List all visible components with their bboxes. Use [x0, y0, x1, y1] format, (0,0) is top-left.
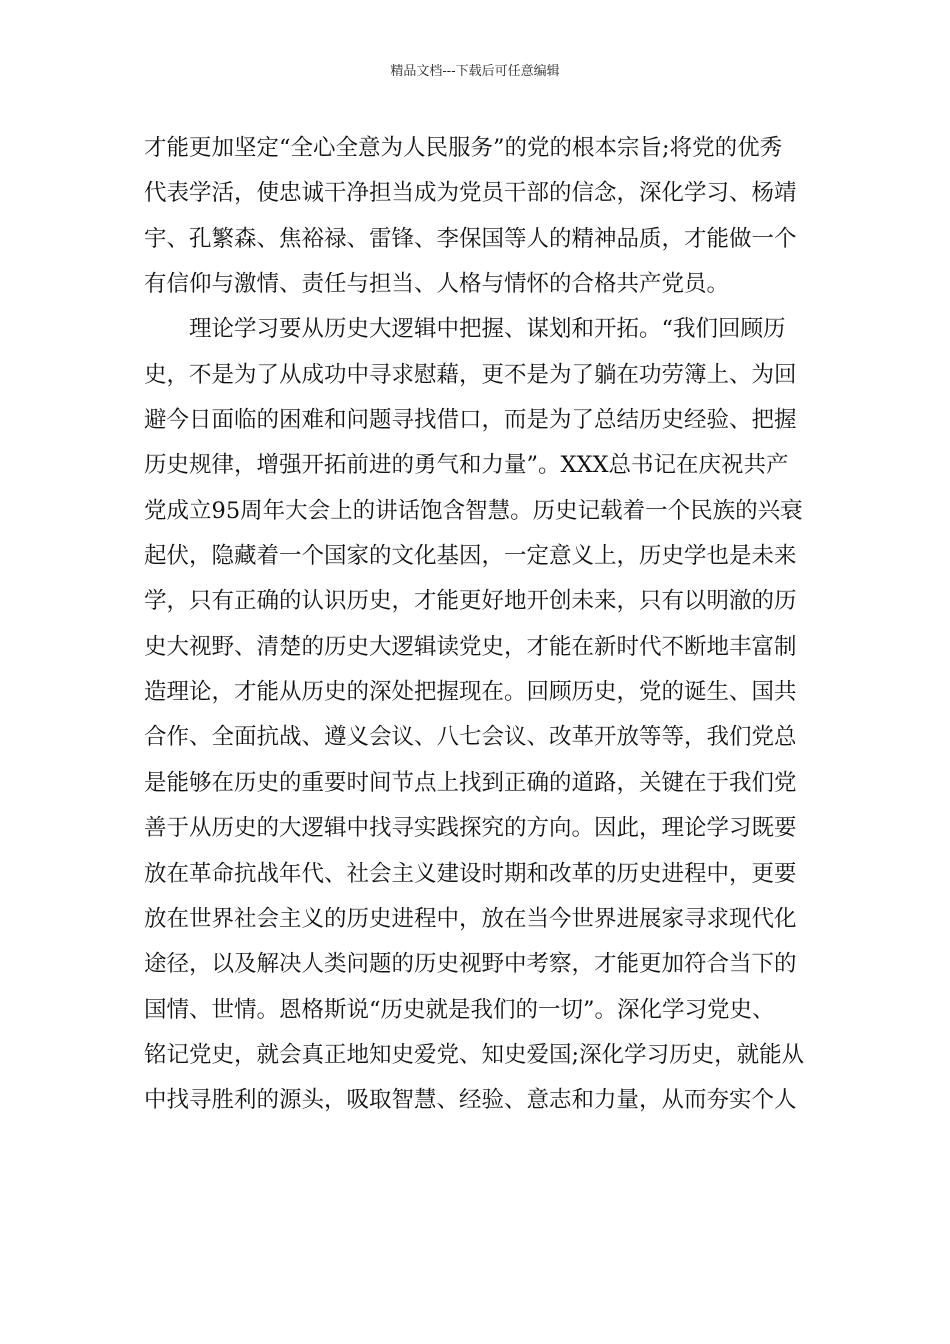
text-line: 中找寻胜利的源头，吸取智慧、经验、意志和力量，从而夯实个人: [144, 1087, 797, 1114]
text-line: 造理论，才能从历史的深处把握现在。回顾历史，党的诞生、国共: [144, 679, 797, 706]
text-line: 史大视野、清楚的历史大逻辑读党史，才能在新时代不断地丰富制: [144, 633, 797, 660]
text-line: 史，不是为了从成功中寻求慰藉，更不是为了躺在功劳簿上、为回: [144, 361, 797, 388]
document-body: [144, 126, 810, 1124]
text-line: 代表学活，使忠诚干净担当成为党员干部的信念，深化学习、杨靖: [144, 180, 797, 207]
paragraph-first-line: 理论学习要从历史大逻辑中把握、谋划和开拓。“我们回顾历: [189, 316, 786, 343]
text-line: 才能更加坚定“全心全意为人民服务”的党的根本宗旨;将党的优秀: [144, 135, 783, 161]
text-line: 途径，以及解决人类问题的历史视野中考察，才能更加符合当下的: [144, 951, 797, 978]
page-header: 精品文档---下载后可任意编辑: [390, 64, 560, 79]
text-line: 善于从历史的大逻辑中找寻实践探究的方向。因此，理论学习既要: [144, 815, 797, 842]
text-line: 国情、世情。恩格斯说“历史就是我们的一切”。深化学习党史、: [144, 996, 775, 1023]
text-line: 是能够在历史的重要时间节点上找到正确的道路，关键在于我们党: [144, 769, 797, 796]
text-line: 避今日面临的困难和问题寻找借口，而是为了总结历史经验、把握: [144, 407, 797, 434]
text-line: 学，只有正确的认识历史，才能更好地开创未来，只有以明澈的历: [144, 588, 797, 615]
text-line: 宇、孔繁森、焦裕禄、雷锋、李保国等人的精神品质，才能做一个: [144, 225, 797, 252]
text-line: 放在革命抗战年代、社会主义建设时期和改革的历史进程中，更要: [144, 860, 797, 887]
text-line: 铭记党史，就会真正地知史爱党、知史爱国;深化学习历史，就能从: [144, 1041, 805, 1068]
text-line: 起伏，隐藏着一个国家的文化基因，一定意义上，历史学也是未来: [144, 543, 797, 570]
text-line: 放在世界社会主义的历史进程中，放在当今世界进展家寻求现代化: [144, 905, 797, 932]
text-line: 有信仰与激情、责任与担当、人格与情怀的合格共产党员。: [144, 271, 730, 298]
text-line: 合作、全面抗战、遵义会议、八七会议、改革开放等等，我们党总: [144, 724, 797, 751]
text-line: 党成立95周年大会上的讲话饱含智慧。历史记载着一个民族的兴衰: [144, 497, 803, 524]
text-line: 历史规律，增强开拓前进的勇气和力量”。XXX总书记在庆祝共产: [144, 452, 789, 479]
